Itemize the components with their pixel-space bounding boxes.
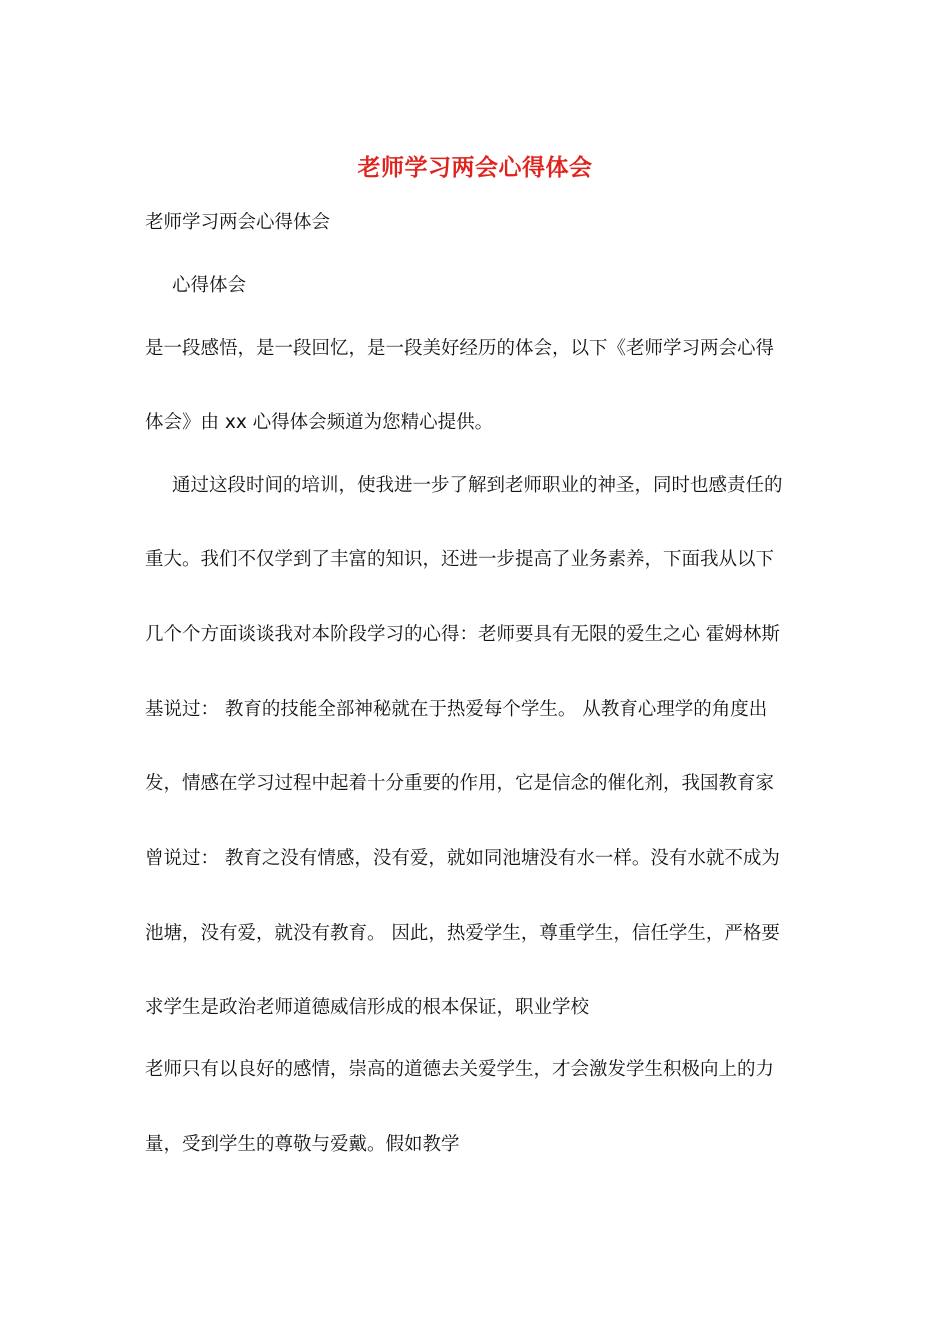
- body-line: 曾说过： 教育之没有情感，没有爱，就如同池塘没有水一样。没有水就不成为: [145, 848, 780, 869]
- body-line: 量，受到学生的尊敬与爱戴。假如教学: [145, 1134, 460, 1155]
- body-line: 基说过： 教育的技能全部神秘就在于热爱每个学生。 从教育心理学的角度出: [145, 699, 768, 720]
- document-title: 老师学习两会心得体会: [357, 154, 593, 181]
- body-line: 通过这段时间的培训，使我进一步了解到老师职业的神圣，同时也感责任的: [172, 475, 783, 496]
- body-line: 求学生是政治老师道德威信形成的根本保证，职业学校: [145, 997, 590, 1018]
- body-line: 池塘，没有爱，就没有教育。 因此，热爱学生，尊重学生，信任学生，严格要: [145, 923, 780, 944]
- body-line: 发，情感在学习过程中起着十分重要的作用，它是信念的催化剂，我国教育家: [145, 773, 775, 794]
- body-line: 老师只有以良好的感情，崇高的道德去关爱学生，才会激发学生积极向上的力: [145, 1059, 775, 1080]
- body-line: 心得体会: [172, 275, 247, 296]
- body-line: 几个个方面谈谈我对本阶段学习的心得：老师要具有无限的爱生之心 霍姆林斯: [145, 624, 780, 645]
- body-line: 重大。我们不仅学到了丰富的知识，还进一步提高了业务素养，下面我从以下: [145, 549, 775, 570]
- body-line: 是一段感悟，是一段回忆，是一段美好经历的体会，以下《老师学习两会心得: [145, 338, 775, 359]
- body-line: 老师学习两会心得体会: [145, 212, 331, 233]
- body-line: 体会》由 xx 心得体会频道为您精心提供。: [145, 412, 494, 433]
